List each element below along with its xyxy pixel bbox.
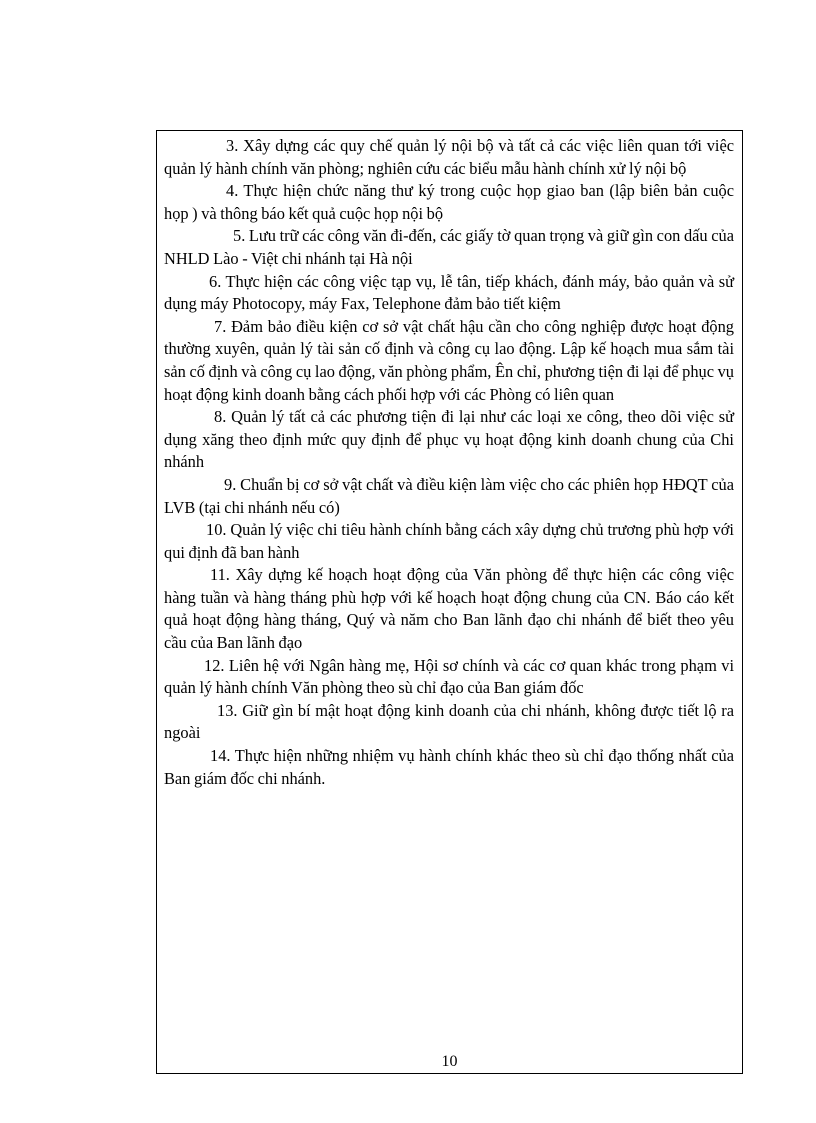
paragraph-4: 4. Thực hiện chức năng thư ký trong cuộc họp giao ban (lập biên bản cuộc họp ) và thông báo kết quả cuộc họp nội bộ [164, 181, 734, 223]
page-number: 10 [441, 1053, 458, 1070]
paragraph-11: 11. Xây dựng kế hoạch hoạt động của Văn phòng để thực hiện các công việc hàng tuần và hàng tháng phù hợp với kế hoạch hoạt động chung của CN. Báo cáo kết quả hoạt động hàng tháng, Quý và năm cho Ban lãnh đạo chi nhánh để biết theo yêu cầu của Ban lãnh đạo [164, 565, 734, 653]
paragraph-10: 10. Quản lý việc chi tiêu hành chính bằng cách xây dựng chủ trương phù hợp với qui định đã ban hành [164, 520, 734, 562]
paragraph-14: 14. Thực hiện những nhiệm vụ hành chính khác theo sù chỉ đạo thống nhất của Ban giám đốc chi nhánh. [164, 746, 734, 788]
page-frame [156, 130, 743, 1074]
paragraph-12: 12. Liên hệ với Ngân hàng mẹ, Hội sơ chính và các cơ quan khác trong phạm vi quản lý hành chính Văn phòng theo sù chỉ đạo của Ban giám đốc [164, 655, 734, 698]
paragraph-7: 7. Đảm bảo điều kiện cơ sở vật chất hậu cần cho công nghiệp được hoạt động thường xuyên, quản lý tài sản cố định và công cụ lao động. Lập kế hoạch mua sắm tài sản cố định và công cụ lao động, văn phòng phẩm, Ên chỉ, phương tiện đi lại để phục vụ hoạt động kinh doanh bằng cách phối hợp với các Phòng có liên quan [164, 316, 734, 404]
paragraph-13: 13. Giữ gìn bí mật hoạt động kinh doanh của chi nhánh, không được tiết lộ ra ngoài [164, 700, 734, 743]
body-text [164, 135, 734, 790]
paragraph-8: 8. Quản lý tất cả các phương tiện đi lại như các loại xe công, theo dõi việc sử dụng xăng theo định mức quy định để phục vụ hoạt động kinh doanh chung của Chi nhánh [164, 407, 734, 472]
paragraph-5: 5. Lưu trữ các công văn đi-đến, các giấy tờ quan trọng và giữ gìn con dấu của NHLD Lào - Việt chi nhánh tại Hà nội [164, 226, 734, 268]
paragraph-3: 3. Xây dựng các quy chế quản lý nội bộ và tất cả các việc liên quan tới việc quản lý hành chính văn phòng; nghiên cứu các biểu mẫu hành chính xử lý nội bộ [164, 136, 734, 178]
paragraph-6: 6. Thực hiện các công việc tạp vụ, lễ tân, tiếp khách, đánh máy, bảo quản và sử dụng máy Photocopy, máy Fax, Telephone đảm bảo tiết kiệm [164, 271, 734, 314]
paragraph-9: 9. Chuẩn bị cơ sở vật chất và điều kiện làm việc cho các phiên họp HĐQT của LVB (tại chi nhánh nếu có) [164, 474, 734, 517]
